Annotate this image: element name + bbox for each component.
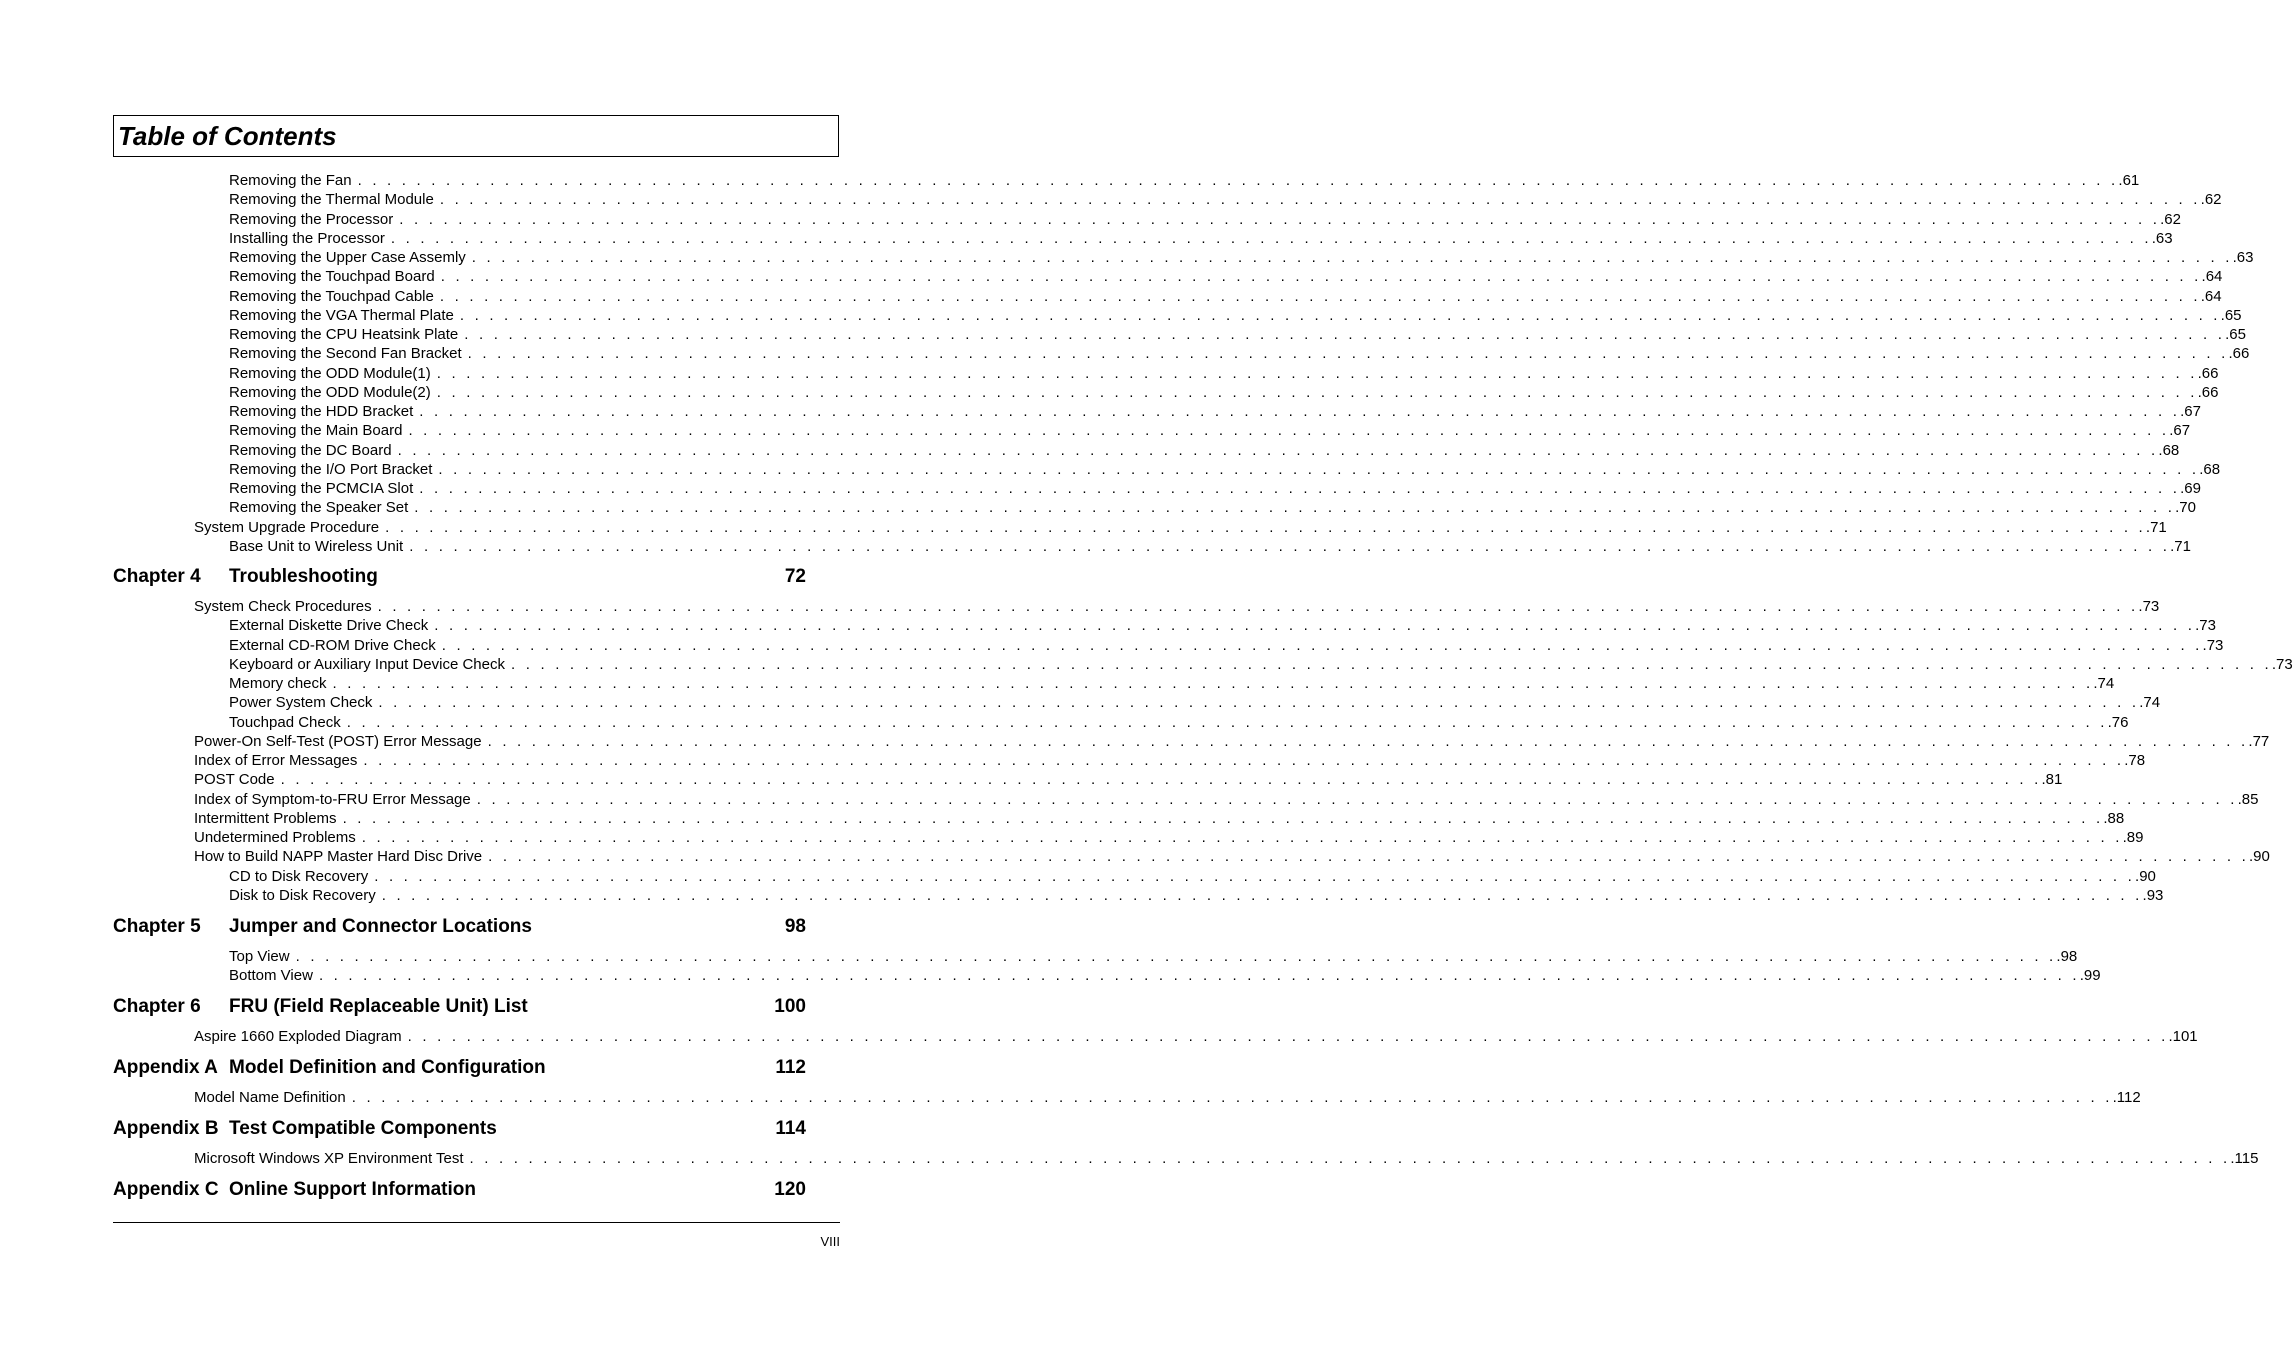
toc-entry-label: Removing the Fan	[229, 172, 352, 189]
toc-entry-page: .112	[2112, 1089, 2141, 1106]
appendix-page: 114	[775, 1118, 806, 1139]
toc-entry-page: .81	[2041, 771, 2063, 789]
dot-leader: . . . . . . . . . . . . . . . . . . . . . . . . . . . . . . . . . . . . . . . . . . . . . . . . . . . . . . . . . . . . . . . . . . . . . . . . . . . . . . . . . . . . . . . . . . . . . . . . . . . . . . . . . . . . . . . . . . . . . . . .	[459, 306, 2221, 324]
toc-entry-label: Power System Check	[229, 694, 373, 712]
chapter-number: Chapter 5	[113, 916, 201, 937]
appendix-number: Appendix A	[113, 1057, 218, 1078]
toc-entry-label: Removing the PCMCIA Slot	[229, 480, 414, 497]
footer-divider	[113, 1222, 840, 1223]
toc-entry-page: .99	[2079, 967, 2101, 985]
toc-entry[interactable]	[194, 790, 2259, 809]
dot-leader: . . . . . . . . . . . . . . . . . . . . . . . . . . . . . . . . . . . . . . . . . . . . . . . . . . . . . . . . . . . . . . . . . . . . . . . . . . . . . . . . . . . . . . . . . . . . . . . . . . . . . . . . . . . . . . . . . . . . . . . .	[351, 1089, 2113, 1106]
toc-entry-label: Removing the I/O Port Bracket	[229, 460, 433, 478]
toc-entry-page: .68	[2158, 441, 2180, 459]
toc-entry[interactable]	[194, 752, 2146, 770]
toc-entry-page: .90	[2135, 867, 2156, 885]
dot-leader: . . . . . . . . . . . . . . . . . . . . . . . . . . . . . . . . . . . . . . . . . . . . . . . . . . . . . . . . . . . . . . . . . . . . . . . . . . . . . . . . . . . . . . . . . . . . . . . . . . . . . . . . . . . . . . . . . . . . . . . .	[476, 790, 2238, 808]
toc-entry-label: Removing the Touchpad Board	[229, 268, 435, 286]
chapter-number: Chapter 4	[113, 566, 201, 587]
toc-entry-page: .71	[2145, 518, 2167, 536]
toc-entry-page: .62	[2200, 191, 2222, 209]
toc-entry-page: .63	[2232, 249, 2254, 266]
dot-leader: . . . . . . . . . . . . . . . . . . . . . . . . . . . . . . . . . . . . . . . . . . . . . . . . . . . . . . . . . . . . . . . . . . . . . . . . . . . . . . . . . . . . . . . . . . . . . . . . . . . . . . . . . . . . . . . . . . . . . . . .	[419, 480, 2181, 497]
toc-entry[interactable]	[194, 598, 2160, 616]
toc-entry[interactable]	[229, 713, 2129, 732]
toc-entry[interactable]	[229, 229, 2173, 248]
toc-entry-page: .73	[2202, 636, 2224, 654]
toc-entry[interactable]	[229, 867, 2156, 886]
chapter-title: Troubleshooting	[229, 566, 378, 587]
toc-entry[interactable]	[229, 480, 2201, 498]
toc-entry-page: .115	[2230, 1150, 2259, 1167]
toc-entry-page: .62	[2160, 210, 2181, 228]
dot-leader: . . . . . . . . . . . . . . . . . . . . . . . . . . . . . . . . . . . . . . . . . . . . . . . . . . . . . . . . . . . . . . . . . . . . . . . . . . . . . . . . . . . . . . . . . . . . . . . . . . . . . . . . . . . . . . . . . . . . . . . .	[467, 345, 2229, 363]
toc-entry[interactable]	[229, 326, 2246, 344]
toc-entry[interactable]	[229, 636, 2224, 655]
toc-entry-label: Memory check	[229, 675, 327, 692]
dot-leader: . . . . . . . . . . . . . . . . . . . . . . . . . . . . . . . . . . . . . . . . . . . . . . . . . . . . . . . . . . . . . . . . . . . . . . . . . . . . . . . . . . . . . . . . . . . . . . . . . . . . . . . . . . . . . . . . . . . . . . . .	[407, 1028, 2169, 1045]
dot-leader: . . . . . . . . . . . . . . . . . . . . . . . . . . . . . . . . . . . . . . . . . . . . . . . . . . . . . . . . . . . . . . . . . . . . . . . . . . . . . . . . . . . . . . . . . . . . . . . . . . . . . . . . . . . . . . . . . . . . . . . .	[318, 967, 2080, 985]
appendix-heading-b[interactable]	[113, 1118, 806, 1140]
toc-entry[interactable]	[229, 364, 2219, 383]
toc-entry[interactable]	[194, 1089, 2141, 1107]
toc-entry[interactable]	[194, 848, 2270, 866]
dot-leader: . . . . . . . . . . . . . . . . . . . . . . . . . . . . . . . . . . . . . . . . . . . . . . . . . . . . . . . . . . . . . . . . . . . . . . . . . . . . . . . . . . . . . . . . . . . . . . . . . . . . . . . . . . . . . . . . . . . . . . . .	[510, 655, 2272, 673]
toc-entry-page: .77	[2248, 732, 2270, 750]
toc-entry-label: Removing the Thermal Module	[229, 191, 434, 209]
toc-entry[interactable]	[229, 694, 2161, 712]
dot-leader: . . . . . . . . . . . . . . . . . . . . . . . . . . . . . . . . . . . . . . . . . . . . . . . . . . . . . . . . . . . . . . . . . . . . . . . . . . . . . . . . . . . . . . . . . . . . . . . . . . . . . . . . . . . . . . . . . . . . . . . .	[385, 518, 2146, 536]
toc-entry[interactable]	[194, 1150, 2259, 1168]
toc-entry-label: Touchpad Check	[229, 713, 341, 731]
toc-entry-page: .71	[2170, 537, 2191, 555]
chapter-title: Jumper and Connector Locations	[229, 916, 532, 937]
toc-entry-page: .67	[2180, 403, 2201, 420]
dot-leader: . . . . . . . . . . . . . . . . . . . . . . . . . . . . . . . . . . . . . . . . . . . . . . . . . . . . . . . . . . . . . . . . . . . . . . . . . . . . . . . . . . . . . . . . . . . . . . . . . . . . . . . . . . . . . . . . . . . . . . . .	[438, 460, 2200, 478]
dot-leader: . . . . . . . . . . . . . . . . . . . . . . . . . . . . . . . . . . . . . . . . . . . . . . . . . . . . . . . . . . . . . . . . . . . . . . . . . . . . . . . . . . . . . . . . . . . . . . . . . . . . . . . . . . . . . . . . . . . . . . . .	[374, 867, 2136, 885]
toc-entry-label: Removing the CPU Heatsink Plate	[229, 326, 459, 343]
dot-leader: . . . . . . . . . . . . . . . . . . . . . . . . . . . . . . . . . . . . . . . . . . . . . . . . . . . . . . . . . . . . . . . . . . . . . . . . . . . . . . . . . . . . . . . . . . . . . . . . . . . . . . . . . . . . . . . . . . . . . . . .	[488, 848, 2249, 866]
toc-entry-page: .98	[2056, 948, 2078, 965]
toc-entry-page: .63	[2151, 229, 2173, 247]
dot-leader: . . . . . . . . . . . . . . . . . . . . . . . . . . . . . . . . . . . . . . . . . . . . . . . . . . . . . . . . . . . . . . . . . . . . . . . . . . . . . . . . . . . . . . . . . . . . . . . . . . . . . . . . . . . . . . . . . . . . . . . .	[471, 249, 2233, 266]
appendix-title: Test Compatible Components	[229, 1118, 497, 1139]
dot-leader: . . . . . . . . . . . . . . . . . . . . . . . . . . . . . . . . . . . . . . . . . . . . . . . . . . . . . . . . . . . . . . . . . . . . . . . . . . . . . . . . . . . . . . . . . . . . . . . . . . . . . . . . . . . . . . . . . . . . . . . .	[439, 287, 2201, 305]
toc-entry[interactable]	[229, 287, 2222, 306]
toc-entry-page: .70	[2175, 499, 2196, 517]
toc-entry-page: .73	[2138, 598, 2160, 615]
toc-entry-label: Top View	[229, 948, 290, 965]
toc-entry-page: .67	[2169, 422, 2191, 440]
toc-entry[interactable]	[229, 345, 2250, 363]
appendix-title: Online Support Information	[229, 1179, 476, 1200]
chapter-heading-5[interactable]	[113, 916, 806, 938]
toc-entry-label: Undetermined Problems	[194, 829, 356, 846]
toc-entry-label: Bottom View	[229, 967, 313, 985]
chapter-heading-6[interactable]	[113, 996, 806, 1018]
toc-entry-label: Base Unit to Wireless Unit	[229, 537, 404, 555]
dot-leader: . . . . . . . . . . . . . . . . . . . . . . . . . . . . . . . . . . . . . . . . . . . . . . . . . . . . . . . . . . . . . . . . . . . . . . . . . . . . . . . . . . . . . . . . . . . . . . . . . . . . . . . . . . . . . . . . . . . . . . . .	[408, 422, 2170, 440]
dot-leader: . . . . . . . . . . . . . . . . . . . . . . . . . . . . . . . . . . . . . . . . . . . . . . . . . . . . . . . . . . . . . . . . . . . . . . . . . . . . . . . . . . . . . . . . . . . . . . . . . . . . . . . . . . . . . . . . . . . . . . . .	[397, 441, 2159, 459]
dot-leader: . . . . . . . . . . . . . . . . . . . . . . . . . . . . . . . . . . . . . . . . . . . . . . . . . . . . . . . . . . . . . . . . . . . . . . . . . . . . . . . . . . . . . . . . . . . . . . . . . . . . . . . . . . . . . . . . . . . . . . . .	[363, 752, 2125, 769]
toc-entry-page: .64	[2201, 268, 2223, 286]
toc-entry-label: External CD-ROM Drive Check	[229, 636, 436, 654]
toc-entry-page: .73	[2271, 655, 2293, 673]
dot-leader: . . . . . . . . . . . . . . . . . . . . . . . . . . . . . . . . . . . . . . . . . . . . . . . . . . . . . . . . . . . . . . . . . . . . . . . . . . . . . . . . . . . . . . . . . . . . . . . . . . . . . . . . . . . . . . . . . . . . . . . .	[342, 809, 2104, 827]
toc-entry-page: .74	[2093, 675, 2115, 692]
toc-entry[interactable]	[194, 732, 2270, 751]
toc-entry[interactable]	[229, 422, 2191, 440]
dot-leader: . . . . . . . . . . . . . . . . . . . . . . . . . . . . . . . . . . . . . . . . . . . . . . . . . . . . . . . . . . . . . . . . . . . . . . . . . . . . . . . . . . . . . . . . . . . . . . . . . . . . . . . . . . . . . . . . . . . . . . . .	[434, 617, 2196, 635]
toc-entry[interactable]	[194, 518, 2167, 537]
dot-leader: . . . . . . . . . . . . . . . . . . . . . . . . . . . . . . . . . . . . . . . . . . . . . . . . . . . . . . . . . . . . . . . . . . . . . . . . . . . . . . . . . . . . . . . . . . . . . . . . . . . . . . . . . . . . . . . . . . . . . . . .	[440, 268, 2202, 286]
dot-leader: . . . . . . . . . . . . . . . . . . . . . . . . . . . . . . . . . . . . . . . . . . . . . . . . . . . . . . . . . . . . . . . . . . . . . . . . . . . . . . . . . . . . . . . . . . . . . . . . . . . . . . . . . . . . . . . . . . . . . . . .	[378, 694, 2140, 712]
dot-leader: . . . . . . . . . . . . . . . . . . . . . . . . . . . . . . . . . . . . . . . . . . . . . . . . . . . . . . . . . . . . . . . . . . . . . . . . . . . . . . . . . . . . . . . . . . . . . . . . . . . . . . . . . . . . . . . . . . . . . . . .	[487, 732, 2249, 750]
toc-entry-label: Keyboard or Auxiliary Input Device Check	[229, 655, 505, 673]
dot-leader: . . . . . . . . . . . . . . . . . . . . . . . . . . . . . . . . . . . . . . . . . . . . . . . . . . . . . . . . . . . . . . . . . . . . . . . . . . . . . . . . . . . . . . . . . . . . . . . . . . . . . . . . . . . . . . . . . . . . . . . .	[469, 1150, 2231, 1167]
footer-page-number: VIII	[820, 1234, 840, 1249]
toc-entry-label: Removing the Touchpad Cable	[229, 287, 434, 305]
toc-entry[interactable]	[229, 460, 2221, 479]
dot-leader: . . . . . . . . . . . . . . . . . . . . . . . . . . . . . . . . . . . . . . . . . . . . . . . . . . . . . . . . . . . . . . . . . . . . . . . . . . . . . . . . . . . . . . . . . . . . . . . . . . . . . . . . . . . . . . . . . . . . . . . .	[464, 326, 2226, 343]
toc-entry-label: Model Name Definition	[194, 1089, 346, 1106]
toc-entry-page: .68	[2199, 460, 2221, 478]
toc-entry[interactable]	[229, 948, 2078, 966]
toc-entry[interactable]	[229, 499, 2196, 517]
toc-entry[interactable]	[229, 617, 2216, 635]
dot-leader: . . . . . . . . . . . . . . . . . . . . . . . . . . . . . . . . . . . . . . . . . . . . . . . . . . . . . . . . . . . . . . . . . . . . . . . . . . . . . . . . . . . . . . . . . . . . . . . . . . . . . . . . . . . . . . . . . . . . . . . .	[377, 598, 2139, 615]
toc-entry-label: Power-On Self-Test (POST) Error Message	[194, 732, 482, 750]
toc-entry[interactable]	[229, 675, 2115, 693]
toc-entry[interactable]	[229, 249, 2254, 267]
toc-entry-page: .64	[2200, 287, 2222, 305]
toc-entry[interactable]	[229, 886, 2164, 905]
toc-entry-label: Removing the ODD Module(2)	[229, 383, 431, 401]
toc-entry[interactable]	[229, 655, 2293, 674]
toc-entry-label: Removing the HDD Bracket	[229, 403, 414, 420]
toc-entry[interactable]	[229, 403, 2201, 421]
toc-entry-page: .65	[2220, 306, 2242, 324]
toc-entry-page: .69	[2180, 480, 2201, 497]
toc-entry-page: .78	[2124, 752, 2146, 769]
toc-entry-page: .85	[2237, 790, 2259, 808]
toc-entry[interactable]	[229, 172, 2140, 190]
toc-entry-label: System Check Procedures	[194, 598, 372, 615]
dot-leader: . . . . . . . . . . . . . . . . . . . . . . . . . . . . . . . . . . . . . . . . . . . . . . . . . . . . . . . . . . . . . . . . . . . . . . . . . . . . . . . . . . . . . . . . . . . . . . . . . . . . . . . . . . . . . . . . . . . . . . . .	[399, 210, 2161, 228]
dot-leader: . . . . . . . . . . . . . . . . . . . . . . . . . . . . . . . . . . . . . . . . . . . . . . . . . . . . . . . . . . . . . . . . . . . . . . . . . . . . . . . . . . . . . . . . . . . . . . . . . . . . . . . . . . . . . . . . . . . . . . . .	[390, 229, 2152, 247]
toc-entry-label: Removing the ODD Module(1)	[229, 364, 431, 382]
appendix-heading-a[interactable]	[113, 1057, 806, 1079]
toc-entry-label: Aspire 1660 Exploded Diagram	[194, 1028, 402, 1045]
chapter-page: 98	[784, 916, 806, 937]
toc-entry-page: .65	[2225, 326, 2246, 343]
appendix-heading-c[interactable]	[113, 1179, 806, 1201]
toc-entry-page: .66	[2197, 383, 2219, 401]
dot-leader: . . . . . . . . . . . . . . . . . . . . . . . . . . . . . . . . . . . . . . . . . . . . . . . . . . . . . . . . . . . . . . . . . . . . . . . . . . . . . . . . . . . . . . . . . . . . . . . . . . . . . . . . . . . . . . . . . . . . . . . .	[280, 771, 2042, 789]
dot-leader: . . . . . . . . . . . . . . . . . . . . . . . . . . . . . . . . . . . . . . . . . . . . . . . . . . . . . . . . . . . . . . . . . . . . . . . . . . . . . . . . . . . . . . . . . . . . . . . . . . . . . . . . . . . . . . . . . . . . . . . .	[361, 829, 2123, 846]
dot-leader: . . . . . . . . . . . . . . . . . . . . . . . . . . . . . . . . . . . . . . . . . . . . . . . . . . . . . . . . . . . . . . . . . . . . . . . . . . . . . . . . . . . . . . . . . . . . . . . . . . . . . . . . . . . . . . . . . . . . . . . .	[441, 636, 2203, 654]
toc-entry-page: .74	[2139, 694, 2161, 712]
toc-entry-label: Removing the Second Fan Bracket	[229, 345, 462, 363]
toc-entry-label: System Upgrade Procedure	[194, 518, 380, 536]
toc-entry-page: .93	[2142, 886, 2164, 904]
toc-entry-page: .101	[2168, 1028, 2198, 1045]
toc-entry-label: Removing the VGA Thermal Plate	[229, 306, 454, 324]
toc-entry-label: Removing the Upper Case Assemly	[229, 249, 466, 266]
dot-leader: . . . . . . . . . . . . . . . . . . . . . . . . . . . . . . . . . . . . . . . . . . . . . . . . . . . . . . . . . . . . . . . . . . . . . . . . . . . . . . . . . . . . . . . . . . . . . . . . . . . . . . . . . . . . . . . . . . . . . . . .	[357, 172, 2119, 189]
toc-entry-page: .76	[2107, 713, 2129, 731]
toc-entry-label: Intermittent Problems	[194, 809, 337, 827]
dot-leader: . . . . . . . . . . . . . . . . . . . . . . . . . . . . . . . . . . . . . . . . . . . . . . . . . . . . . . . . . . . . . . . . . . . . . . . . . . . . . . . . . . . . . . . . . . . . . . . . . . . . . . . . . . . . . . . . . . . . . . . .	[409, 537, 2171, 555]
dot-leader: . . . . . . . . . . . . . . . . . . . . . . . . . . . . . . . . . . . . . . . . . . . . . . . . . . . . . . . . . . . . . . . . . . . . . . . . . . . . . . . . . . . . . . . . . . . . . . . . . . . . . . . . . . . . . . . . . . . . . . . .	[332, 675, 2094, 692]
chapter-page: 100	[774, 996, 806, 1017]
chapter-number: Chapter 6	[113, 996, 201, 1017]
toc-entry-label: External Diskette Drive Check	[229, 617, 429, 635]
toc-entry-label: Removing the Speaker Set	[229, 499, 409, 517]
toc-entry[interactable]	[229, 268, 2223, 286]
dot-leader: . . . . . . . . . . . . . . . . . . . . . . . . . . . . . . . . . . . . . . . . . . . . . . . . . . . . . . . . . . . . . . . . . . . . . . . . . . . . . . . . . . . . . . . . . . . . . . . . . . . . . . . . . . . . . . . . . . . . . . . .	[381, 886, 2143, 904]
toc-entry-label: CD to Disk Recovery	[229, 867, 369, 885]
toc-entry-label: Index of Error Messages	[194, 752, 358, 769]
chapter-page: 72	[784, 566, 806, 587]
toc-entry[interactable]	[194, 829, 2144, 847]
toc-entry[interactable]	[229, 306, 2242, 325]
toc-entry[interactable]	[229, 383, 2219, 402]
toc-entry-page: .61	[2118, 172, 2140, 189]
appendix-page: 112	[775, 1057, 806, 1078]
toc-entry-page: .88	[2103, 809, 2125, 827]
dot-leader: . . . . . . . . . . . . . . . . . . . . . . . . . . . . . . . . . . . . . . . . . . . . . . . . . . . . . . . . . . . . . . . . . . . . . . . . . . . . . . . . . . . . . . . . . . . . . . . . . . . . . . . . . . . . . . . . . . . . . . . .	[436, 383, 2198, 401]
toc-entry-label: How to Build NAPP Master Hard Disc Drive	[194, 848, 483, 866]
toc-entry-page: .73	[2195, 617, 2216, 635]
appendix-number: Appendix C	[113, 1179, 219, 1200]
toc-entry-label: Installing the Processor	[229, 229, 385, 247]
toc-entry-page: .90	[2248, 848, 2270, 866]
toc-entry-page: .89	[2122, 829, 2144, 846]
toc-entry-label: Microsoft Windows XP Environment Test	[194, 1150, 464, 1167]
toc-entry[interactable]	[229, 441, 2180, 460]
toc-entry-label: Removing the Main Board	[229, 422, 403, 440]
toc-entry-label: POST Code	[194, 771, 275, 789]
toc-entry-label: Disk to Disk Recovery	[229, 886, 376, 904]
toc-entry-label: Removing the Processor	[229, 210, 394, 228]
toc-entry-page: .66	[2197, 364, 2219, 382]
toc-entry[interactable]	[229, 537, 2191, 556]
dot-leader: . . . . . . . . . . . . . . . . . . . . . . . . . . . . . . . . . . . . . . . . . . . . . . . . . . . . . . . . . . . . . . . . . . . . . . . . . . . . . . . . . . . . . . . . . . . . . . . . . . . . . . . . . . . . . . . . . . . . . . . .	[439, 191, 2201, 209]
toc-entry-label: Removing the DC Board	[229, 441, 392, 459]
toc-entry[interactable]	[194, 1028, 2198, 1046]
appendix-page: 120	[774, 1179, 806, 1200]
toc-entry[interactable]	[229, 967, 2101, 985]
toc-entry[interactable]	[229, 210, 2181, 229]
dot-leader: . . . . . . . . . . . . . . . . . . . . . . . . . . . . . . . . . . . . . . . . . . . . . . . . . . . . . . . . . . . . . . . . . . . . . . . . . . . . . . . . . . . . . . . . . . . . . . . . . . . . . . . . . . . . . . . . . . . . . . . .	[436, 364, 2198, 382]
dot-leader: . . . . . . . . . . . . . . . . . . . . . . . . . . . . . . . . . . . . . . . . . . . . . . . . . . . . . . . . . . . . . . . . . . . . . . . . . . . . . . . . . . . . . . . . . . . . . . . . . . . . . . . . . . . . . . . . . . . . . . . .	[419, 403, 2181, 420]
chapter-heading-4[interactable]	[113, 566, 806, 588]
toc-entry[interactable]	[194, 809, 2125, 828]
appendix-title: Model Definition and Configuration	[229, 1057, 546, 1078]
toc-entry-label: Index of Symptom-to-FRU Error Message	[194, 790, 471, 808]
toc-entry[interactable]	[229, 191, 2222, 209]
dot-leader: . . . . . . . . . . . . . . . . . . . . . . . . . . . . . . . . . . . . . . . . . . . . . . . . . . . . . . . . . . . . . . . . . . . . . . . . . . . . . . . . . . . . . . . . . . . . . . . . . . . . . . . . . . . . . . . . . . . . . . . .	[295, 948, 2057, 965]
page-title: Table of Contents	[118, 121, 337, 151]
toc-title-box	[113, 115, 839, 157]
toc-entry[interactable]	[194, 771, 2063, 789]
dot-leader: . . . . . . . . . . . . . . . . . . . . . . . . . . . . . . . . . . . . . . . . . . . . . . . . . . . . . . . . . . . . . . . . . . . . . . . . . . . . . . . . . . . . . . . . . . . . . . . . . . . . . . . . . . . . . . . . . . . . . . . .	[346, 713, 2108, 731]
dot-leader: . . . . . . . . . . . . . . . . . . . . . . . . . . . . . . . . . . . . . . . . . . . . . . . . . . . . . . . . . . . . . . . . . . . . . . . . . . . . . . . . . . . . . . . . . . . . . . . . . . . . . . . . . . . . . . . . . . . . . . . .	[414, 499, 2176, 517]
appendix-number: Appendix B	[113, 1118, 219, 1139]
chapter-title: FRU (Field Replaceable Unit) List	[229, 996, 528, 1017]
toc-entry-page: .66	[2228, 345, 2250, 363]
